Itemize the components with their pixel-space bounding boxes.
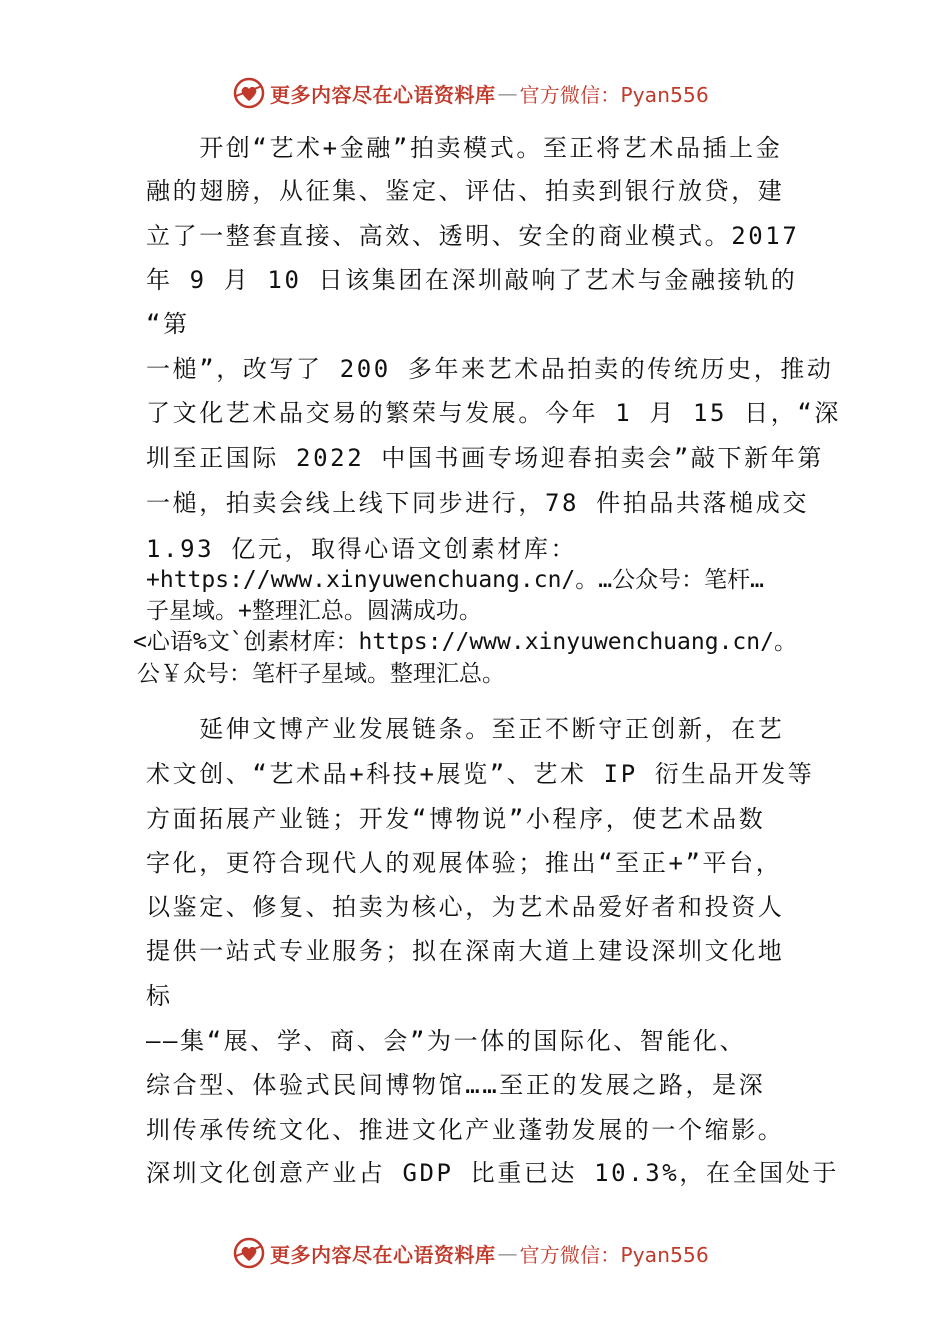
header-brand-text: 更多内容尽在心语资料库 [270, 82, 496, 107]
text-line-21: 标 [146, 982, 173, 1010]
text-line-12: 子星域。+整理汇总。圆满成功。 [146, 598, 482, 624]
text-line-18: 字化，更符合现代人的观展体验；推出“至正+”平台， [146, 849, 783, 877]
text-line-20: 提供一站式专业服务；拟在深南大道上建设深圳文化地 [146, 937, 785, 965]
text-line-25: 深圳文化创意产业占 GDP 比重已达 10.3%，在全国处于 [146, 1159, 839, 1187]
text-line-14: 公￥众号：笔杆子星域。整理汇总。 [137, 661, 505, 687]
text-line-6: 一槌”，改写了 200 多年来艺术品拍卖的传统历史，推动 [146, 355, 834, 383]
text-line-2: 融的翅膀，从征集、鉴定、评估、拍卖到银行放贷，建 [146, 177, 785, 205]
text-line-16: 术文创、“艺术品+科技+展览”、艺术 IP 衍生品开发等 [146, 760, 815, 788]
text-line-3: 立了一整套直接、高效、透明、安全的商业模式。2017 [146, 222, 800, 250]
text-line-13: <心语%文`创素材库：https://www.xinyuwenchuang.cn/。 [133, 629, 797, 655]
text-line-22: ——集“展、学、商、会”为一体的国际化、智能化、 [146, 1027, 747, 1055]
page-header-watermark [232, 76, 709, 110]
text-line-1: 开创“艺术+金融”拍卖模式。至正将艺术品插上金 [146, 134, 783, 162]
text-line-9: 一槌，拍卖会线上线下同步进行，78 件拍品共落槌成交 [146, 489, 809, 517]
text-line-7: 了文化艺术品交易的繁荣与发展。今年 1 月 15 日，“深 [146, 399, 841, 427]
text-line-10: 1.93 亿元，取得心语文创素材库： [146, 535, 578, 563]
text-line-23: 综合型、体验式民间博物馆……至正的发展之路，是深 [146, 1071, 766, 1099]
footer-brand-dash: — [497, 1241, 518, 1265]
footer-wechat-text: 官方微信：Pyan556 [519, 1242, 709, 1267]
footer-brand-text: 更多内容尽在心语资料库 [270, 1242, 496, 1267]
page-footer-watermark [232, 1236, 709, 1270]
text-line-8: 圳至正国际 2022 中国书画专场迎春拍卖会”敲下新年第 [146, 444, 824, 472]
header-wechat-text: 官方微信：Pyan556 [519, 82, 709, 107]
heart-logo-icon [232, 1236, 266, 1270]
text-line-24: 圳传承传统文化、推进文化产业蓬勃发展的一个缩影。 [146, 1116, 785, 1144]
text-line-5: “第 [146, 310, 190, 338]
text-line-17: 方面拓展产业链；开发“博物说”小程序，使艺术品数 [146, 805, 766, 833]
text-line-4: 年 9 月 10 日该集团在深圳敲响了艺术与金融接轨的 [146, 266, 798, 294]
text-line-19: 以鉴定、修复、拍卖为核心，为艺术品爱好者和投资人 [146, 893, 785, 921]
text-line-11: +https://www.xinyuwenchuang.cn/。…公众号：笔杆… [146, 567, 764, 593]
heart-logo-icon [232, 76, 266, 110]
text-line-15: 延伸文博产业发展链条。至正不断守正创新，在艺 [146, 715, 785, 743]
header-brand-dash: — [497, 81, 518, 105]
